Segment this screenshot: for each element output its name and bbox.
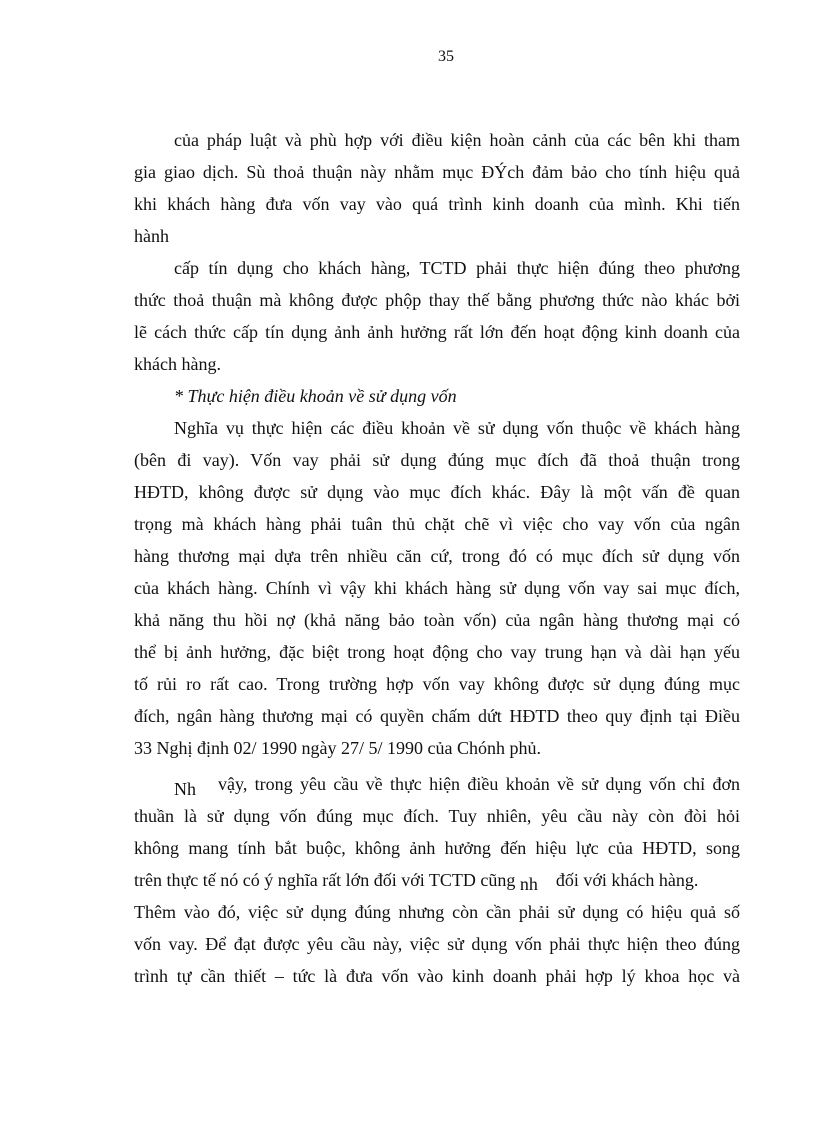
text-fragment: vậy, trong yêu cầu về thực hiện điều khoản về sử dụng vốn chỉ đơn — [218, 774, 740, 794]
text-fragment: trên thực tế nó có ý nghĩa rất lớn đối với TCTD cũng — [134, 870, 516, 890]
text-line: thuần là sử dụng vốn đúng mục đích. Tuy nhiên, yêu cầu này còn đòi hỏi — [134, 806, 740, 826]
text-line: Nghĩa vụ thực hiện các điều khoản về sử dụng vốn thuộc về khách hàng — [174, 418, 740, 438]
text-line: HĐTD, không được sử dụng vào mục đích khác. Đây là một vấn đề quan — [134, 482, 740, 502]
text-line: lẽ cách thức cấp tín dụng ảnh ảnh hưởng rất lớn đến hoạt động kinh doanh của — [134, 322, 740, 342]
text-line: (bên đi vay). Vốn vay phải sử dụng đúng mục đích đã thoả thuận trong — [134, 450, 740, 470]
text-line: thức thoả thuận mà không được phộp thay thế bằng phương thức nào khác bởi — [134, 290, 740, 310]
text-line — [134, 864, 740, 896]
text-line: không mang tính bắt buộc, không ảnh hưởng đến hiệu lực của HĐTD, song — [134, 838, 740, 858]
text-line: khả năng thu hồi nợ (khả năng bảo toàn vốn) của ngân hàng thương mại có — [134, 610, 740, 630]
text-line: thể bị ảnh hưởng, đặc biệt trong hoạt động cho vay trung hạn và dài hạn yếu — [134, 642, 740, 662]
text-line: trình tự cần thiết – tức là đưa vốn vào kinh doanh phải hợp lý khoa học và — [134, 966, 740, 986]
text-line: hành — [134, 226, 169, 246]
text-line: hàng thương mại dựa trên nhiều căn cứ, trong đó có mục đích sử dụng vốn — [134, 546, 740, 566]
document-body — [134, 124, 740, 992]
text-fragment: Nh — [174, 779, 196, 799]
section-heading: * Thực hiện điều khoản về sử dụng vốn — [174, 386, 457, 406]
page-number: 35 — [438, 48, 454, 65]
text-line: đích, ngân hàng thương mại có quyền chấm dứt HĐTD theo quy định tại Điều — [134, 706, 740, 726]
text-line: cấp tín dụng cho khách hàng, TCTD phải thực hiện đúng theo phương — [174, 258, 740, 278]
text-line: vốn vay. Để đạt được yêu cầu này, việc sử dụng vốn phải thực hiện theo đúng — [134, 934, 740, 954]
text-line: khách hàng. — [134, 354, 221, 374]
text-line: tố rủi ro rất cao. Trong trường hợp vốn vay không được sử dụng đúng mục — [134, 674, 740, 694]
text-line: gia giao dịch. Sù thoả thuận này nhằm mục ĐÝch đảm bảo cho tính hiệu quả — [134, 162, 740, 182]
text-line: Thêm vào đó, việc sử dụng đúng nhưng còn cần phải sử dụng có hiệu quả số — [134, 902, 740, 922]
text-line: 33 Nghị định 02/ 1990 ngày 27/ 5/ 1990 của Chónh phủ. — [134, 738, 541, 758]
text-fragment: đối với khách hàng. — [555, 870, 699, 890]
text-fragment: nh — [519, 874, 538, 894]
text-line: trọng mà khách hàng phải tuân thủ chặt chẽ vì việc cho vay vốn của ngân — [134, 514, 740, 534]
text-line — [134, 768, 740, 800]
text-line: của khách hàng. Chính vì vậy khi khách hàng sử dụng vốn vay sai mục đích, — [134, 578, 740, 598]
text-line: khi khách hàng đưa vốn vay vào quá trình kinh doanh của mình. Khi tiến — [134, 194, 740, 214]
text-line: của pháp luật và phù hợp với điều kiện hoàn cảnh của các bên khi tham — [174, 130, 740, 150]
